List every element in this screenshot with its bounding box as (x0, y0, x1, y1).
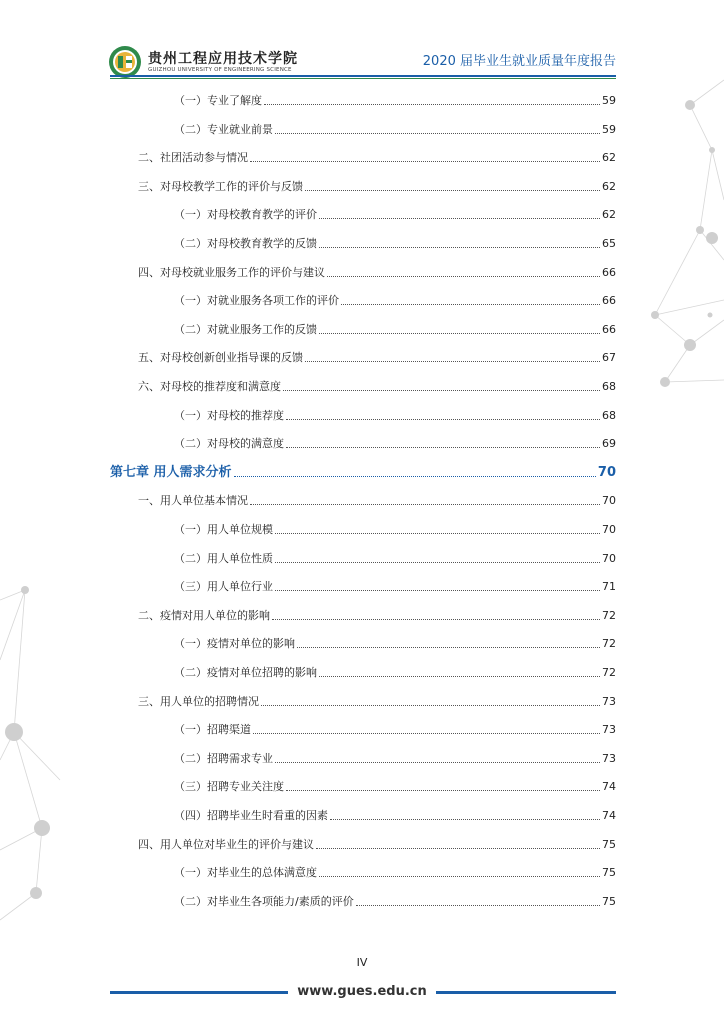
toc-entry-label: （二）疫情对单位招聘的影响 (174, 666, 317, 679)
toc-entry[interactable] (110, 832, 616, 852)
toc-entry-label: （二）对就业服务工作的反馈 (174, 322, 317, 336)
school-name-cn: 贵州工程应用技术学院 (148, 51, 298, 67)
toc-entry[interactable] (110, 145, 616, 165)
toc-entry[interactable] (110, 689, 616, 709)
toc-entry-page: 75 (602, 866, 616, 880)
toc-entry[interactable] (110, 345, 616, 365)
toc-entry-label: 第七章 用人需求分析 (110, 464, 232, 480)
toc-leader-dots (316, 848, 600, 849)
toc-entry-label: 二、疫情对用人单位的影响 (138, 608, 270, 622)
page-number: IV (356, 956, 368, 969)
toc-leader-dots (250, 161, 600, 162)
toc-leader-dots (234, 476, 596, 477)
toc-entry-page: 66 (602, 265, 616, 279)
toc-entry-page: 73 (602, 751, 616, 765)
toc-entry-page: 73 (602, 723, 616, 737)
toc-leader-dots (275, 562, 600, 563)
toc-leader-dots (283, 390, 600, 391)
toc-entry-label: 四、用人单位对毕业生的评价与建议 (138, 837, 314, 851)
toc-entry[interactable] (110, 803, 616, 823)
toc-entry-label: （二）对毕业生各项能力/素质的评价 (174, 894, 354, 908)
toc-entry-page: 70 (602, 551, 616, 565)
toc-entry-page: 73 (602, 694, 616, 708)
toc-entry[interactable] (110, 117, 616, 137)
toc-leader-dots (356, 905, 600, 906)
toc-entry-page: 66 (602, 294, 616, 308)
toc-entry-label: （三）用人单位行业 (174, 580, 273, 594)
toc-entry-page: 68 (602, 380, 616, 393)
toc-entry-label: （二）对母校教育教学的反馈 (174, 237, 317, 250)
toc-leader-dots (275, 133, 600, 134)
toc-entry-page: 74 (602, 809, 616, 822)
toc-entry[interactable] (110, 374, 616, 394)
toc-entry[interactable] (110, 488, 616, 508)
toc-entry-label: （二）对母校的满意度 (174, 437, 284, 451)
toc-entry-label: （二）招聘需求专业 (174, 751, 273, 765)
toc-entry-label: （一）对母校的推荐度 (174, 408, 284, 422)
toc-leader-dots (253, 733, 600, 734)
page-header (0, 0, 724, 82)
toc-entry-label: （一）对毕业生的总体满意度 (174, 866, 317, 880)
toc-entry-page: 62 (602, 179, 616, 193)
toc-entry-page: 72 (602, 608, 616, 622)
toc-entry-page: 72 (602, 666, 616, 679)
toc-entry[interactable] (110, 231, 616, 251)
toc-entry[interactable] (110, 660, 616, 680)
toc-entry[interactable] (110, 631, 616, 651)
toc-leader-dots (319, 333, 600, 334)
toc-entry-page: 66 (602, 322, 616, 336)
toc-entry-label: 三、对母校教学工作的评价与反馈 (138, 179, 303, 193)
toc-leader-dots (305, 361, 600, 362)
toc-entry[interactable] (110, 517, 616, 537)
toc-entry[interactable] (110, 860, 616, 880)
toc-leader-dots (272, 619, 600, 620)
footer-rule-right (436, 991, 616, 994)
toc-entry[interactable] (110, 174, 616, 194)
toc-entry-page: 70 (597, 464, 616, 480)
toc-entry-page: 71 (602, 580, 616, 594)
toc-entry-page: 75 (602, 894, 616, 908)
toc-entry-label: （二）用人单位性质 (174, 551, 273, 565)
toc-entry-page: 65 (602, 237, 616, 250)
report-title: 2020 届毕业生就业质量年度报告 (422, 54, 616, 69)
header-divider-green (110, 78, 616, 79)
footer-rule-left (110, 991, 288, 994)
toc-chapter-entry[interactable] (110, 460, 616, 480)
toc-entry[interactable] (110, 317, 616, 337)
toc-entry-label: （四）招聘毕业生时看重的因素 (174, 809, 328, 822)
toc-leader-dots (319, 876, 600, 877)
toc-leader-dots (330, 819, 600, 820)
toc-entry-label: （三）招聘专业关注度 (174, 780, 284, 794)
toc-leader-dots (305, 190, 600, 191)
toc-leader-dots (319, 218, 600, 219)
toc-entry-label: 四、对母校就业服务工作的评价与建议 (138, 265, 325, 279)
toc-leader-dots (297, 647, 600, 648)
toc-entry-label: （一）专业了解度 (174, 94, 262, 107)
toc-entry-label: （一）疫情对单位的影响 (174, 637, 295, 651)
toc-entry-page: 72 (602, 637, 616, 651)
toc-leader-dots (341, 304, 600, 305)
toc-leader-dots (250, 504, 600, 505)
toc-leader-dots (286, 419, 600, 420)
school-emblem-icon (108, 45, 142, 79)
toc-entry-label: （一）对母校教育教学的评价 (174, 208, 317, 222)
toc-leader-dots (286, 790, 600, 791)
footer-website[interactable]: www.gues.edu.cn (297, 984, 427, 999)
toc-leader-dots (327, 276, 600, 277)
toc-entry-page: 62 (602, 208, 616, 222)
toc-leader-dots (275, 762, 600, 763)
toc-entry[interactable] (110, 574, 616, 594)
toc-entry-page: 62 (602, 151, 616, 165)
toc-entry-label: （一）对就业服务各项工作的评价 (174, 294, 339, 308)
toc-entry-page: 70 (602, 494, 616, 508)
toc-entry[interactable] (110, 202, 616, 222)
toc-entry-label: 五、对母校创新创业指导课的反馈 (138, 351, 303, 365)
toc-entry-page: 74 (602, 780, 616, 794)
toc-entry[interactable] (110, 260, 616, 280)
toc-entry-page: 59 (602, 94, 616, 107)
toc-entry-label: （一）用人单位规模 (174, 523, 273, 536)
toc-leader-dots (319, 676, 600, 677)
toc-entry-page: 70 (602, 523, 616, 536)
toc-leader-dots (319, 247, 600, 248)
toc-entry[interactable] (110, 717, 616, 737)
toc-entry[interactable] (110, 88, 616, 108)
toc-entry[interactable] (110, 431, 616, 451)
toc-entry[interactable] (110, 746, 616, 766)
toc-entry-page: 67 (602, 351, 616, 365)
toc-entry[interactable] (110, 603, 616, 623)
toc-entry[interactable] (110, 774, 616, 794)
toc-entry-label: 二、社团活动参与情况 (138, 151, 248, 165)
header-divider-blue (110, 75, 616, 77)
toc-entry-label: （一）招聘渠道 (174, 723, 251, 737)
toc-entry-label: 三、用人单位的招聘情况 (138, 694, 259, 708)
toc-entry-label: 六、对母校的推荐度和满意度 (138, 380, 281, 393)
toc-entry-page: 75 (602, 837, 616, 851)
toc-entry[interactable] (110, 889, 616, 909)
toc-entry-page: 69 (602, 437, 616, 451)
toc-entry[interactable] (110, 546, 616, 566)
toc-entry-label: （二）专业就业前景 (174, 122, 273, 136)
toc-leader-dots (275, 590, 600, 591)
toc-leader-dots (264, 104, 600, 105)
toc-leader-dots (275, 533, 600, 534)
toc-leader-dots (261, 705, 600, 706)
school-name-en: GUIZHOU UNIVERSITY OF ENGINEERING SCIENCE (148, 67, 292, 73)
toc-entry-page: 59 (602, 122, 616, 136)
toc-entry[interactable] (110, 288, 616, 308)
toc-entry-label: 一、用人单位基本情况 (138, 494, 248, 508)
toc-leader-dots (286, 447, 600, 448)
toc-entry[interactable] (110, 403, 616, 423)
toc-entry-page: 68 (602, 408, 616, 422)
